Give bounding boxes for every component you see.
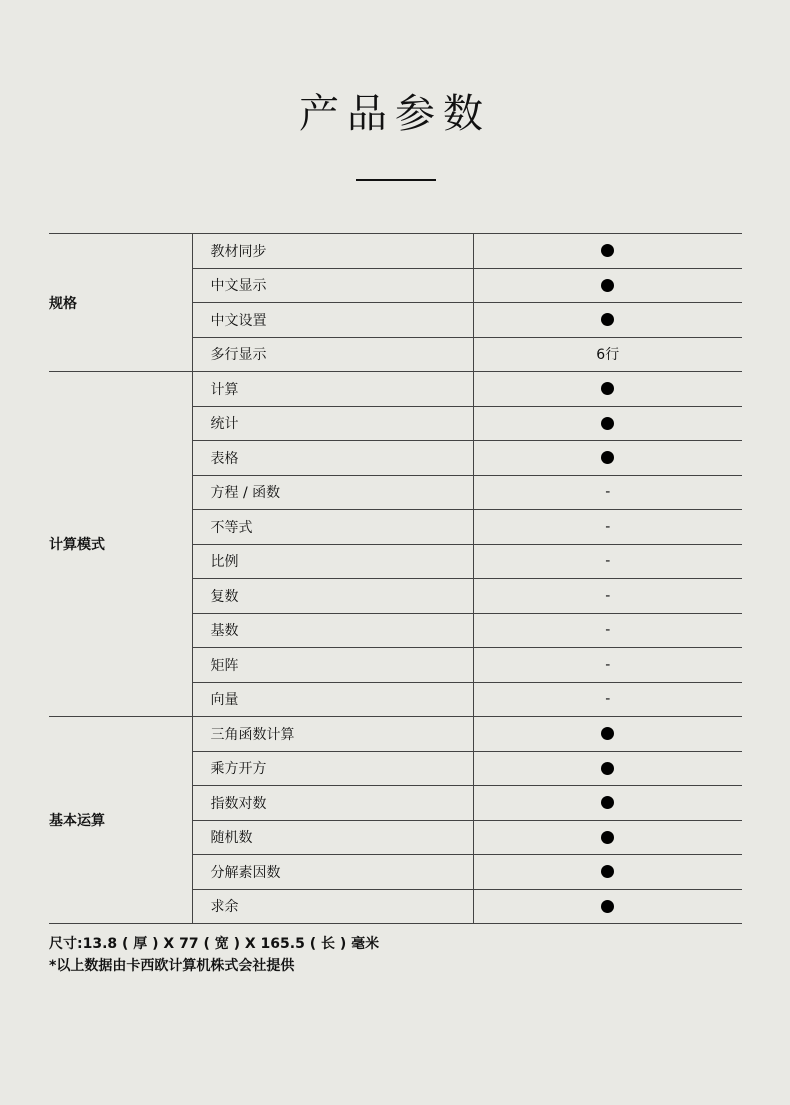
feature-label: 中文显示 <box>192 268 473 303</box>
feature-label: 矩阵 <box>192 648 473 683</box>
table-row <box>49 372 742 407</box>
supported-dot-icon <box>601 279 614 292</box>
page-title: 产品参数 <box>299 91 491 137</box>
feature-label: 教材同步 <box>192 234 473 269</box>
supported-dot-icon <box>601 865 614 878</box>
feature-label: 随机数 <box>192 820 473 855</box>
feature-value <box>473 786 742 821</box>
feature-value: - <box>473 475 742 510</box>
group-label: 规格 <box>49 234 192 372</box>
supported-dot-icon <box>601 762 614 775</box>
feature-value: - <box>473 544 742 579</box>
feature-label: 多行显示 <box>192 337 473 372</box>
feature-label: 指数对数 <box>192 786 473 821</box>
feature-label: 求余 <box>192 889 473 924</box>
size-note: 尺寸:13.8 ( 厚 ) X 77 ( 宽 ) X 165.5 ( 长 ) 毫米 <box>49 936 380 952</box>
feature-label: 计算 <box>192 372 473 407</box>
feature-value: - <box>473 579 742 614</box>
feature-label: 比例 <box>192 544 473 579</box>
feature-value <box>473 303 742 338</box>
supported-dot-icon <box>601 417 614 430</box>
feature-label: 方程 / 函数 <box>192 475 473 510</box>
feature-value <box>473 372 742 407</box>
feature-label: 基数 <box>192 613 473 648</box>
feature-value: - <box>473 510 742 545</box>
title-divider <box>356 179 436 181</box>
supported-dot-icon <box>601 900 614 913</box>
feature-label: 三角函数计算 <box>192 717 473 752</box>
feature-label: 向量 <box>192 682 473 717</box>
feature-value <box>473 889 742 924</box>
feature-label: 分解素因数 <box>192 855 473 890</box>
supported-dot-icon <box>601 451 614 464</box>
feature-label: 乘方开方 <box>192 751 473 786</box>
feature-value <box>473 820 742 855</box>
group-label: 基本运算 <box>49 717 192 924</box>
supported-dot-icon <box>601 313 614 326</box>
supported-dot-icon <box>601 382 614 395</box>
group-label: 计算模式 <box>49 372 192 717</box>
supported-dot-icon <box>601 831 614 844</box>
supported-dot-icon <box>601 244 614 257</box>
feature-value: - <box>473 682 742 717</box>
feature-label: 不等式 <box>192 510 473 545</box>
feature-value <box>473 855 742 890</box>
supported-dot-icon <box>601 727 614 740</box>
feature-value <box>473 751 742 786</box>
supported-dot-icon <box>601 796 614 809</box>
spec-table <box>49 233 742 924</box>
feature-value <box>473 441 742 476</box>
table-row <box>49 234 742 269</box>
feature-value: - <box>473 648 742 683</box>
feature-value <box>473 717 742 752</box>
feature-value: - <box>473 613 742 648</box>
feature-label: 复数 <box>192 579 473 614</box>
source-note: *以上数据由卡西欧计算机株式会社提供 <box>49 958 295 974</box>
feature-value <box>473 268 742 303</box>
feature-value: 6行 <box>473 337 742 372</box>
table-row <box>49 717 742 752</box>
feature-label: 中文设置 <box>192 303 473 338</box>
feature-value <box>473 406 742 441</box>
feature-label: 统计 <box>192 406 473 441</box>
feature-value <box>473 234 742 269</box>
feature-label: 表格 <box>192 441 473 476</box>
